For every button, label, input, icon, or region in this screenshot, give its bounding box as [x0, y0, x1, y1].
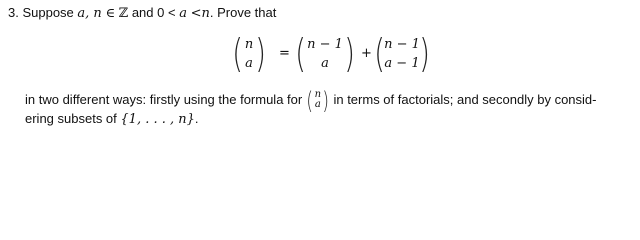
binom-bottom: a − 1: [384, 56, 420, 71]
binom-bottom: a: [314, 99, 321, 110]
variables-a-n: a, n: [77, 6, 102, 21]
intro-text: Suppose: [22, 5, 74, 20]
binom-bottom: a: [245, 56, 253, 71]
problem-statement: [8, 5, 276, 21]
binomial-term-1: [293, 34, 357, 76]
left-paren: (: [374, 32, 385, 77]
intro-text-2: and 0 <: [131, 5, 176, 20]
element-of-symbol: ∈: [105, 6, 116, 21]
right-paren: ): [344, 32, 355, 77]
binom-bottom: a: [321, 56, 329, 71]
text-segment: in two different ways: firstly using the formula for: [25, 92, 303, 107]
variable-a: a: [179, 6, 187, 21]
paragraph-line-1: [25, 87, 597, 115]
binom-top: n − 1: [384, 37, 420, 52]
left-paren: (: [295, 32, 306, 77]
period: .: [194, 111, 199, 126]
equals-sign: =: [279, 46, 290, 61]
right-paren: ): [255, 32, 266, 77]
binom-top: n − 1: [307, 37, 343, 52]
text-segment: in terms of factorials; and secondly by consid-: [333, 92, 597, 107]
text-segment: ering subsets of: [25, 111, 117, 126]
binomial-term-2: [373, 34, 431, 76]
inline-binomial: [306, 87, 330, 115]
problem-number: 3.: [8, 5, 19, 20]
paragraph-line-2: [25, 111, 199, 127]
right-paren: ): [419, 32, 430, 77]
plus-sign: +: [361, 46, 372, 61]
right-paren: ): [322, 87, 330, 115]
prove-that-text: . Prove that: [209, 5, 277, 20]
left-paren: (: [232, 32, 243, 77]
less-than-symbol: <: [190, 6, 202, 21]
binom-top: n: [314, 89, 322, 100]
set-expression: {1, . . . , n}: [120, 112, 195, 127]
integers-symbol: ℤ: [118, 6, 129, 21]
binomial-lhs: [231, 34, 267, 76]
binomial-identity: [231, 34, 431, 76]
left-paren: (: [306, 87, 313, 115]
binom-top: n: [244, 37, 254, 52]
variable-n: n: [201, 6, 210, 21]
